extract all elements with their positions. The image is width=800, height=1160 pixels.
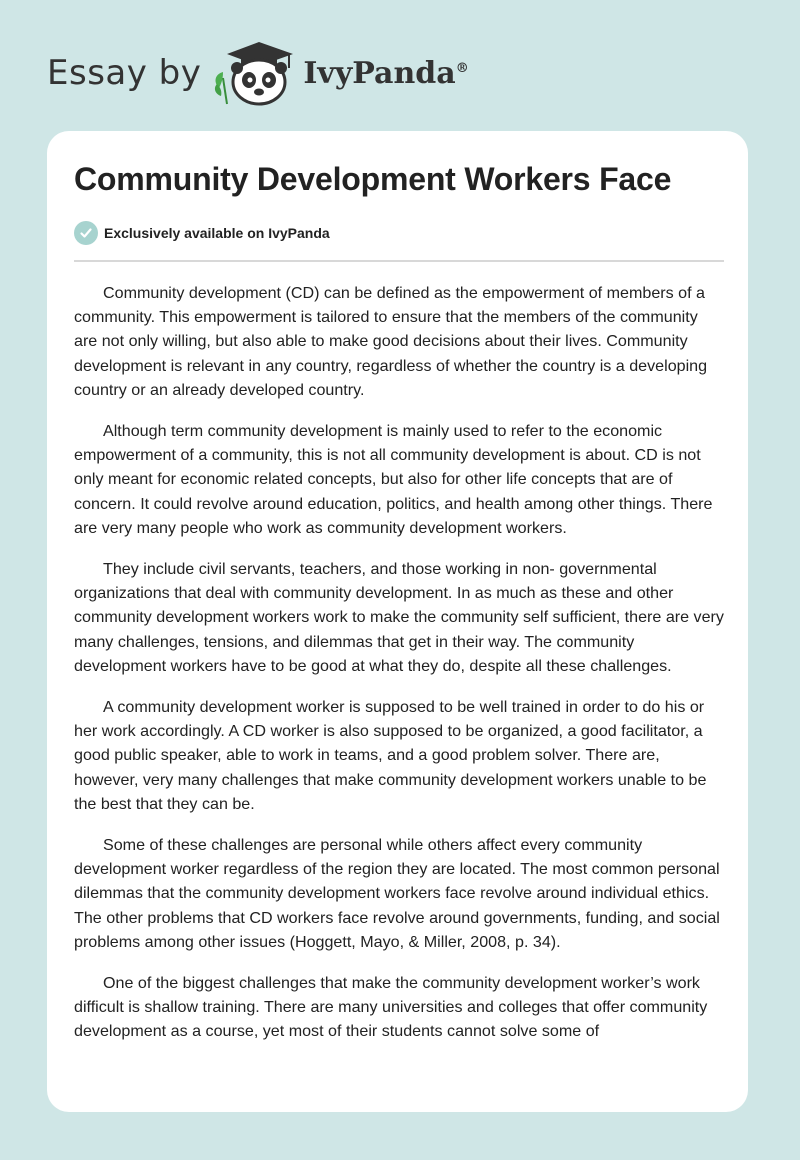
title-divider xyxy=(74,260,724,262)
brand-name[interactable] xyxy=(303,56,468,91)
essay-body xyxy=(74,281,724,1061)
paragraph: One of the biggest challenges that make the community development worker’s work difficult is shallow training. There are many universities and colleges that offer community development as a course, yet most of their students cannot solve some of xyxy=(74,974,708,1041)
essay-by-label: Essay by xyxy=(47,53,202,93)
paragraph: Community development (CD) can be defined as the empowerment of members of a community. This empowerment is tailored to ensure that the members of the community are not only willing, but also able to make good decisions about their lives. Community development is relevant in any country, regardless of whether the country is a developing country or an already developed country. xyxy=(74,284,708,399)
exclusive-badge xyxy=(74,221,330,245)
paragraph: Although term community development is mainly used to refer to the economic empowerment of a community, this is not all community development is about. CD is not only meant for economic related concepts, but also for other life concepts that are of concern. It could revolve around education, politics, and health among other things. There are very many people who work as community development workers. xyxy=(74,422,713,537)
paragraph: A community development worker is supposed to be well trained in order to do his or her work accordingly. A CD worker is also supposed to be organized, a good facilitator, a good public speaker, able to work in teams, and a good problem solver. There are, however, very many challenges that make community development workers unable to be the best that they can be. xyxy=(74,698,707,813)
essay-card xyxy=(47,131,748,1112)
exclusive-badge-label: Exclusively available on IvyPanda xyxy=(104,225,330,241)
panda-logo-icon[interactable] xyxy=(209,38,301,108)
paragraph: Some of these challenges are personal while others affect every community development worker regardless of the region they are located. The most common personal dilemmas that the community development workers face revolve around individual ethics. The other problems that CD workers face revolve around governments, funding, and social problems among other issues (Hoggett, Mayo, & Miller, 2008, p. 34). xyxy=(74,836,720,951)
checkmark-icon xyxy=(74,221,98,245)
brand-label: IvyPanda xyxy=(303,55,456,91)
trademark-symbol: ® xyxy=(455,60,469,76)
site-header xyxy=(47,38,469,108)
essay-title: Community Development Workers Face xyxy=(74,161,672,197)
paragraph: They include civil servants, teachers, and those working in non- governmental organizations that deal with community development. In as much as these and other community development workers work to make the community self sufficient, there are very many challenges, tensions, and dilemmas that get in their way. The community development workers have to be good at what they do, despite all these challenges. xyxy=(74,560,724,675)
